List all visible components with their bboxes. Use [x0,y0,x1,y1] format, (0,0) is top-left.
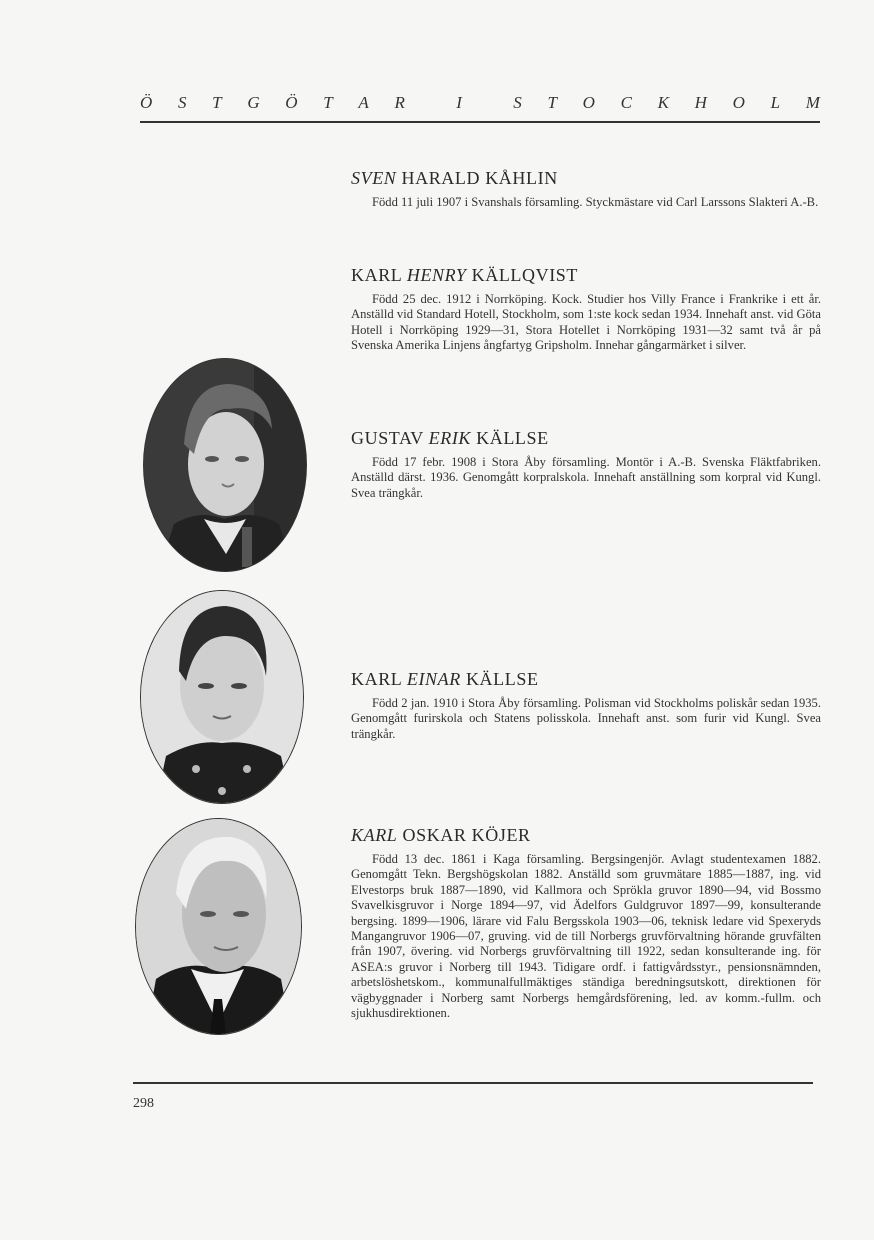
running-head-letter: I [456,93,462,112]
name-rest: KÄLLSE [471,428,549,448]
header-rule [140,121,820,123]
running-head-letter: T [323,93,333,112]
name-italic: HENRY [406,265,467,285]
running-head [140,93,820,113]
entry-name [351,825,821,846]
entry-gustav-erik-kallse [351,428,821,501]
name-pre: KARL [351,669,407,689]
entry-name [351,265,821,286]
running-head-letter: S [513,93,522,112]
entry-bio: Född 25 dec. 1912 i Norrköping. Kock. Studier hos Villy France i Frankrike i ett år. Anställd vid Standard Hotell, Stockholm, som 1:ste kock sedan 1934. Innehaft anst. vid Göta Hotell i Norrköping 1929—31, Stora Hotellet i Norrköping 1931—32 samt två år på Svenska Amerika Linjens ångfartyg Gripsholm. Innehar gångarmärket i silver. [351,292,821,353]
entry-name [351,669,821,690]
running-head-letter: O [582,93,595,112]
entry-karl-einar-kallse [351,669,821,742]
running-head-letter: T [212,93,222,112]
entry-bio: Född 2 jan. 1910 i Stora Åby församling. Polisman vid Stockholms poliskår sedan 1935. Genomgått furirskola och Statens polisskola. Innehaft anst. som furir vid Kungl. Svea trängkår. [351,696,821,741]
entry-name [351,428,821,449]
portrait-karl-oskar-kojer [135,818,302,1035]
name-italic: EINAR [406,669,461,689]
running-head-letter: O [732,93,745,112]
name-pre: KARL [351,265,407,285]
running-head-letter: M [805,93,820,112]
running-head-letter: H [694,93,707,112]
entry-karl-henry-kallqvist [351,265,821,354]
running-head-letter: G [247,93,260,112]
entry-name [351,168,821,189]
running-head-letter: C [620,93,632,112]
running-head-letter: Ö [140,93,153,112]
name-pre: GUSTAV [351,428,429,448]
entry-karl-oskar-kojer [351,825,821,1021]
portrait-gustav-erik-kallse [143,358,307,572]
name-rest: KÄLLQVIST [466,265,579,285]
page-number: 298 [133,1096,154,1111]
running-head-letter: L [770,93,781,112]
entry-bio: Född 13 dec. 1861 i Kaga församling. Bergsingenjör. Avlagt studentexamen 1882. Genomgått Tekn. Bergshögskolan 1882. Anställd som gruvmätare 1885—1887, ing. vid Elvestorps bruk 1887—1890, vid Kallmora och Sprökla gruvor 1890—94, vid Bossmo Svavelkisgruvor i Norge 1894—97, vid Ädelfors Guldgruvor 1897—99, konsulterande bergsing. 1899—1906, lärare vid Falu Bergsskola 1903—06, teknisk ledare vid Spexeryds Mangangruvor 1906—07, gruving. vid de till Norbergs gruvförvaltning hörande gruvfälten från 1907, övering. vid Norbergs gruvförvaltning till 1922, sedan konsulterande ing. för ASEA:s gruvor i Norberg till 1943. Tidigare ordf. i fattigvårdsstyr., pensionsnämnden, arbetslöshetskom., kommunalfullmäktiges ständiga beredningsutskott, direktionen för vägbyggnader i Norberg samt Norbergs hemgårdsförening, led. av komm.-fullm. och sjukhusdirektionen. [351,852,821,1021]
name-rest: OSKAR KÖJER [397,825,531,845]
name-rest: KÄLLSE [460,669,539,689]
portrait-karl-einar-kallse [140,590,304,804]
entry-sven-kahlin [351,168,821,210]
footer-rule [133,1082,813,1084]
name-italic: SVEN [351,168,397,188]
name-italic: ERIK [428,428,472,448]
running-head-letter: R [394,93,405,112]
running-head-letter: K [657,93,669,112]
name-italic: KARL [351,825,398,845]
entry-bio: Född 11 juli 1907 i Svanshals församling. Styckmästare vid Carl Larssons Slakteri A.-B. [372,195,819,209]
running-head-letter: A [358,93,369,112]
running-head-letter: Ö [285,93,298,112]
running-head-letter: S [177,93,187,112]
running-head-letter: T [547,93,557,112]
entry-bio: Född 17 febr. 1908 i Stora Åby församling. Montör i A.-B. Svenska Fläktfabriken. Anställd därst. 1936. Genomgått korpralskola. Innehaft anställning som korpral vid Kungl. Svea trängkår. [351,455,821,500]
name-rest: HARALD KÅHLIN [396,168,558,188]
